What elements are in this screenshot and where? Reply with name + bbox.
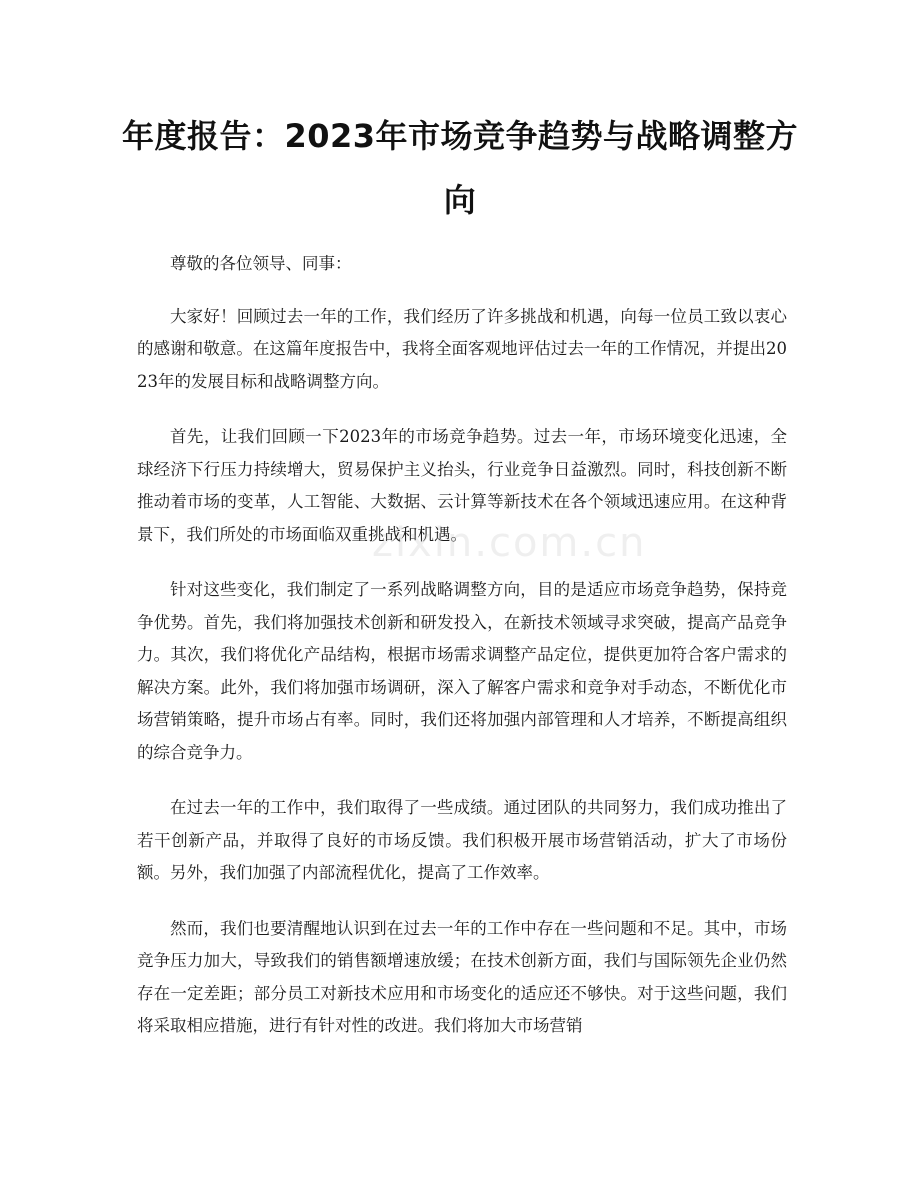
paragraph-2: 首先，让我们回顾一下2023年的市场竞争趋势。过去一年，市场环境变化迅速，全球经济下行压力持续增大，贸易保护主义抬头，行业竞争日益激烈。同时，科技创新不断推动着市场的变革，人工智能、大数据、云计算等新技术在各个领域迅速应用。在这种背景下，我们所处的市场面临双重挑战和机遇。 bbox=[137, 427, 787, 544]
document-body bbox=[137, 248, 787, 1066]
paragraph-5: 然而，我们也要清醒地认识到在过去一年的工作中存在一些问题和不足。其中，市场竞争压力加大，导致我们的销售额增速放缓；在技术创新方面，我们与国际领先企业仍然存在一定差距；部分员工对新技术应用和市场变化的适应还不够快。对于这些问题，我们将采取相应措施，进行有针对性的改进。我们将加大市场营销 bbox=[137, 918, 787, 1035]
paragraph-3: 针对这些变化，我们制定了一系列战略调整方向，目的是适应市场竞争趋势，保持竞争优势。首先，我们将加强技术创新和研发投入，在新技术领域寻求突破，提高产品竞争力。其次，我们将优化产品结构，根据市场需求调整产品定位，提供更加符合客户需求的解决方案。此外，我们将加强市场调研，深入了解客户需求和竞争对手动态，不断优化市场营销策略，提升市场占有率。同时，我们还将加强内部管理和人才培养，不断提高组织的综合竞争力。 bbox=[137, 580, 787, 762]
greeting-line: 尊敬的各位领导、同事： bbox=[170, 254, 352, 273]
watermark-text: zixin.com.cn bbox=[372, 520, 647, 566]
paragraph-1: 大家好！回顾过去一年的工作，我们经历了许多挑战和机遇，向每一位员工致以衷心的感谢和敬意。在这篇年度报告中，我将全面客观地评估过去一年的工作情况，并提出2023年的发展目标和战略调整方向。 bbox=[137, 306, 787, 391]
paragraph-4: 在过去一年的工作中，我们取得了一些成绩。通过团队的共同努力，我们成功推出了若干创新产品，并取得了良好的市场反馈。我们积极开展市场营销活动，扩大了市场份额。另外，我们加强了内部流程优化，提高了工作效率。 bbox=[137, 798, 787, 882]
document-title: 年度报告：2023年市场竞争趋势与战略调整方向 bbox=[121, 117, 799, 219]
